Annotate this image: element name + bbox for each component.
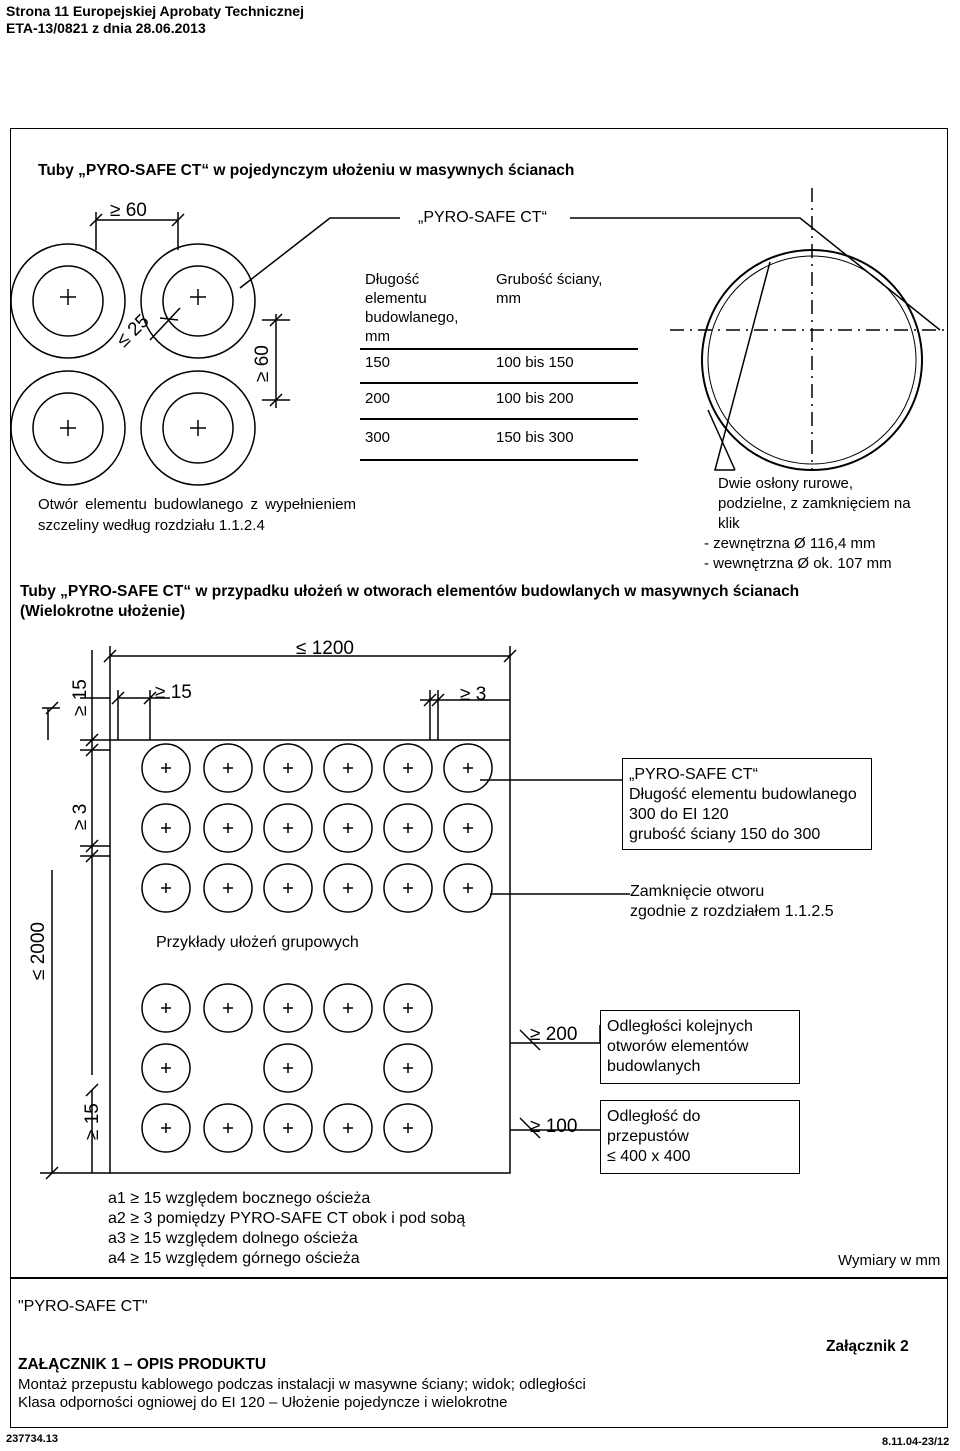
sleeve-outer: - zewnętrzna Ø 116,4 mm [704,535,876,552]
section2-title-line2: (Wielokrotne ułożenie) [20,603,186,620]
dim-200: ≥ 200 [530,1024,578,1045]
dim-side-15: ≥ 15 [155,682,192,703]
header-line-1: Strona 11 Europejskiej Aprobaty Technicznej [6,3,304,19]
dim-side-3: ≥ 3 [460,684,487,705]
tube-cross [223,1123,233,1133]
tube-cross [403,823,413,833]
dim-gap-3: ≥ 3 [70,803,91,830]
tube-cross [161,763,171,773]
box1-line2: Długość elementu budowlanego [629,786,857,803]
table-cell: 150 bis 300 [496,429,574,446]
note-list [108,1189,465,1269]
tube-cross [161,883,171,893]
note-a1: a1 ≥ 15 względem bocznego ościeża [108,1190,371,1207]
table-cell: 200 [365,390,391,407]
tube-cross [223,823,233,833]
tube-cross [403,763,413,773]
dim-100: ≥ 100 [530,1116,578,1137]
tube-cross [403,1063,413,1073]
sleeve-note-3: klik [718,515,740,532]
note-a4: a4 ≥ 15 względem górnego ościeża [108,1250,360,1267]
tube-cross [283,823,293,833]
tube-cross [161,823,171,833]
code-left: 237734.13 [6,1433,58,1445]
tube-cross [283,1063,293,1073]
code-right: 8.11.04-23/12 [882,1436,950,1448]
annex-title: ZAŁĄCZNIK 1 – OPIS PRODUKTU [18,1356,267,1373]
tube-cross [343,1003,353,1013]
dim-top-60: ≥ 60 [110,200,147,221]
dim-side-60: ≥ 60 [252,345,273,382]
tube-cross [463,763,473,773]
annex-desc-2: Klasa odporności ogniowej do EI 120 – Ułożenie pojedyncze i wielokrotne [18,1394,508,1411]
table-cell: 100 bis 150 [496,354,574,371]
annex-label: Załącznik 2 [826,1338,909,1355]
header-line-2: ETA-13/0821 z dnia 28.06.2013 [6,20,206,36]
group-label: Przykłady ułożeń grupowych [156,934,359,951]
box3-line2: przepustów [607,1128,689,1145]
table-cell: 150 [365,354,391,371]
box2-line2: otworów elementów [607,1038,749,1055]
tube-cross [343,763,353,773]
box1-line3: 300 do EI 120 [629,806,729,823]
tube-cross [463,823,473,833]
distance-openings-box [600,1010,800,1084]
box2-line1: Odległości kolejnych [607,1018,753,1035]
note-a2: a2 ≥ 3 pomiędzy PYRO-SAFE CT obok i pod sobą [108,1210,466,1227]
section2-title-line1: Tuby „PYRO-SAFE CT“ w przypadku ułożeń w otworach elementów budowlanych w masywnych ścianach [20,583,800,600]
dim-width-1200: ≤ 1200 [296,638,354,659]
tube-cross [223,1003,233,1013]
sleeve-note-2: podzielne, z zamknięciem na [718,495,911,512]
tube-cross [161,1003,171,1013]
tube-cross [161,1123,171,1133]
tube-cross [283,1123,293,1133]
dim-height-2000: ≤ 2000 [28,922,49,980]
sleeve-note-1: Dwie osłony rurowe, [718,475,854,492]
tube-cross [161,1063,171,1073]
table-header-length: Długość elementu budowlanego, mm [365,271,459,345]
product-spec-box [622,758,872,850]
tube-cross [403,883,413,893]
tube-cross [343,823,353,833]
tube-cross [343,883,353,893]
units-note: Wymiary w mm [838,1252,941,1269]
opening-note: Otwór elementu budowlanego z wypełnieniem szczeliny według rozdziału 1.1.2.4 [38,496,356,534]
table-header-thickness: Grubość ściany, mm [496,271,603,307]
table-cell: 300 [365,429,391,446]
distance-penetrations-box [600,1100,800,1174]
footer-product: "PYRO-SAFE CT" [18,1298,148,1315]
dim-bottom-15: ≥ 15 [82,1103,103,1140]
tube-cross [343,1123,353,1133]
product-label: „PYRO-SAFE CT“ [418,209,547,226]
closure-line-1: Zamknięcie otworu [630,883,765,900]
box2-line3: budowlanych [607,1058,701,1075]
section1-title: Tuby „PYRO-SAFE CT“ w pojedynczym ułożeniu w masywnych ścianach [38,162,575,179]
dim-diag-25: ≤ 25 [112,310,154,352]
annex-desc-1: Montaż przepustu kablowego podczas instalacji w masywne ściany; widok; odległości [18,1376,586,1393]
tube-cross [283,763,293,773]
tube-cross [403,1123,413,1133]
tube-cross [223,883,233,893]
dim-top-15: ≥ 15 [70,679,91,716]
tube-cross [463,883,473,893]
box3-line3: ≤ 400 x 400 [607,1148,691,1165]
box3-line1: Odległość do [607,1108,701,1125]
closure-line-2: zgodnie z rozdziałem 1.1.2.5 [630,903,834,920]
table-cell: 100 bis 200 [496,390,574,407]
note-a3: a3 ≥ 15 względem dolnego ościeża [108,1230,358,1247]
box1-line4: grubość ściany 150 do 300 [629,826,821,843]
box1-line1: „PYRO-SAFE CT“ [629,766,758,783]
tube-cross [283,1003,293,1013]
tube-cross [283,883,293,893]
sleeve-inner: - wewnętrzna Ø ok. 107 mm [704,555,892,572]
tube-cross [403,1003,413,1013]
tube-cross [223,763,233,773]
